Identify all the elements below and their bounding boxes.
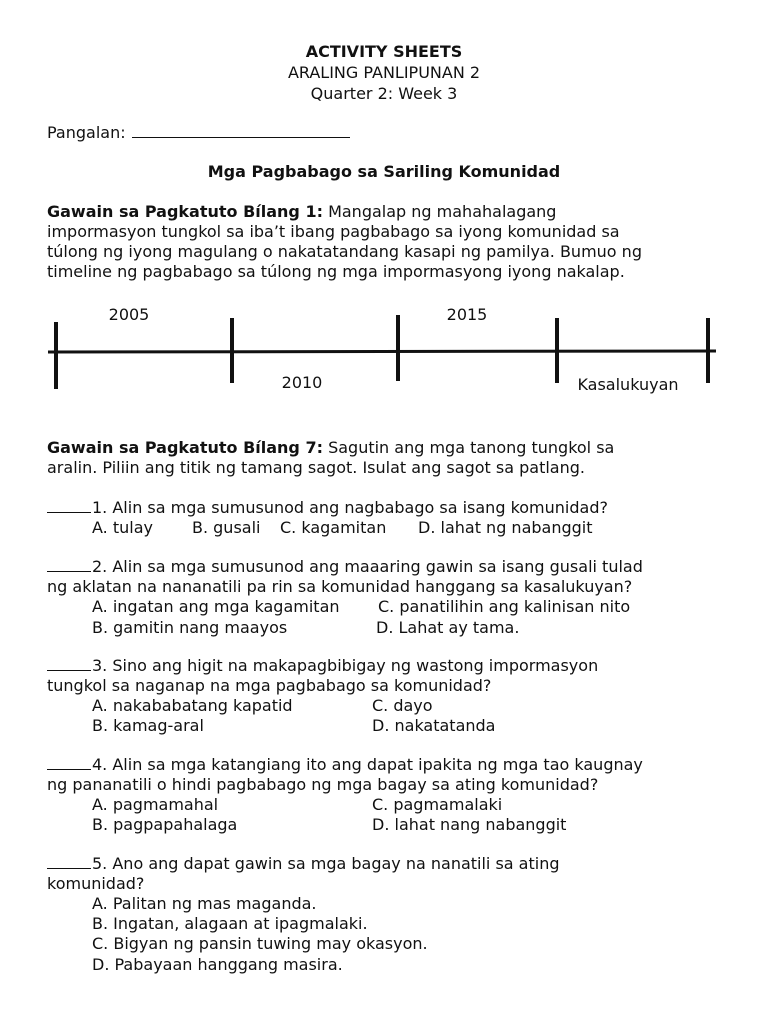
q3-option-d: D. nakatatanda — [372, 716, 496, 735]
activity1-label: Gawain sa Pagkatuto Bílang 1: — [47, 202, 323, 221]
question-3-line-1: 3. Sino ang higit na makapagbibigay ng wastong impormasyon — [92, 656, 599, 675]
name-label: Pangalan: — [47, 123, 126, 142]
q1-option-b: B. gusali — [192, 518, 261, 537]
answer-blank-3[interactable] — [47, 656, 91, 671]
timeline-axis — [48, 351, 716, 352]
activity1-line-2: impormasyon tungkol sa iba’t ibang pagbabago sa iyong komunidad sa — [47, 222, 620, 241]
activity1-line-4: timeline ng pagbabago sa túlong ng mga impormasyong iyong nakalap. — [47, 262, 625, 281]
q3-option-a: A. nakababatang kapatid — [92, 696, 293, 715]
q3-option-b: B. kamag-aral — [92, 716, 204, 735]
activity1-line-3: túlong ng iyong magulang o nakatatandang kasapi ng pamilya. Bumuo ng — [47, 242, 642, 261]
question-1-text: 1. Alin sa mga sumusunod ang nagbabago sa isang komunidad? — [92, 498, 608, 517]
question-3 — [47, 656, 727, 696]
period-label: Quarter 2: Week 3 — [310, 84, 458, 103]
name-blank-line[interactable] — [132, 123, 350, 138]
question-2 — [47, 557, 727, 597]
question-4-line-2: ng pananatili o hindi pagbabago ng mga bagay sa ating komunidad? — [47, 775, 599, 794]
question-5-line-2: komunidad? — [47, 874, 145, 893]
question-5 — [47, 854, 727, 894]
activity7-line-1: Sagutin ang mga tanong tungkol sa — [322, 438, 615, 457]
subject-title: ARALING PANLIPUNAN 2 — [287, 63, 481, 82]
q4-option-b: B. pagpapahalaga — [92, 815, 238, 834]
timeline-label-2005: 2005 — [108, 305, 150, 324]
q1-option-c: C. kagamitan — [280, 518, 387, 537]
question-4-line-1: 4. Alin sa mga katangiang ito ang dapat ipakita ng mga tao kaugnay — [92, 755, 643, 774]
activity7-line-2: aralin. Piliin ang titik ng tamang sagot. Isulat ang sagot sa patlang. — [47, 458, 585, 477]
q2-option-b: B. gamitin nang maayos — [92, 618, 288, 637]
topic-title: Mga Pagbabago sa Sariling Komunidad — [207, 162, 561, 181]
sheet-title: ACTIVITY SHEETS — [305, 42, 463, 61]
question-1 — [47, 498, 727, 518]
q5-option-d: D. Pabayaan hanggang masira. — [92, 955, 343, 974]
activity7-label: Gawain sa Pagkatuto Bílang 7: — [47, 438, 323, 457]
activity1-instructions — [47, 202, 727, 282]
answer-blank-1[interactable] — [47, 498, 91, 513]
q5-option-b: B. Ingatan, alagaan at ipagmalaki. — [92, 914, 368, 933]
q1-option-a: A. tulay — [92, 518, 153, 537]
q5-option-c: C. Bigyan ng pansin tuwing may okasyon. — [92, 934, 428, 953]
timeline-label-kasalukuyan: Kasalukuyan — [577, 375, 679, 394]
q1-option-d: D. lahat ng nabanggit — [418, 518, 593, 537]
activity7-instructions — [47, 438, 727, 478]
question-2-line-1: 2. Alin sa mga sumusunod ang maaaring gawin sa isang gusali tulad — [92, 557, 643, 576]
question-4 — [47, 755, 727, 795]
q3-option-c: C. dayo — [372, 696, 433, 715]
answer-blank-2[interactable] — [47, 557, 91, 572]
question-5-line-1: 5. Ano ang dapat gawin sa mga bagay na nanatili sa ating — [92, 854, 560, 873]
question-3-line-2: tungkol sa naganap na mga pagbabago sa komunidad? — [47, 676, 492, 695]
timeline-diagram — [0, 295, 768, 405]
question-2-line-2: ng aklatan na nananatili pa rin sa komunidad hanggang sa kasalukuyan? — [47, 577, 633, 596]
answer-blank-5[interactable] — [47, 854, 91, 869]
q2-option-a: A. ingatan ang mga kagamitan — [92, 597, 340, 616]
q2-option-c: C. panatilihin ang kalinisan nito — [378, 597, 631, 616]
q4-option-c: C. pagmamalaki — [372, 795, 503, 814]
activity1-line-1: Mangalap ng mahahalagang — [322, 202, 557, 221]
q5-option-a: A. Palitan ng mas maganda. — [92, 894, 317, 913]
timeline-label-2015: 2015 — [446, 305, 488, 324]
answer-blank-4[interactable] — [47, 755, 91, 770]
name-field[interactable] — [47, 123, 350, 143]
q2-option-d: D. Lahat ay tama. — [376, 618, 520, 637]
q4-option-a: A. pagmamahal — [92, 795, 219, 814]
timeline-label-2010: 2010 — [281, 373, 323, 392]
q4-option-d: D. lahat nang nabanggit — [372, 815, 567, 834]
